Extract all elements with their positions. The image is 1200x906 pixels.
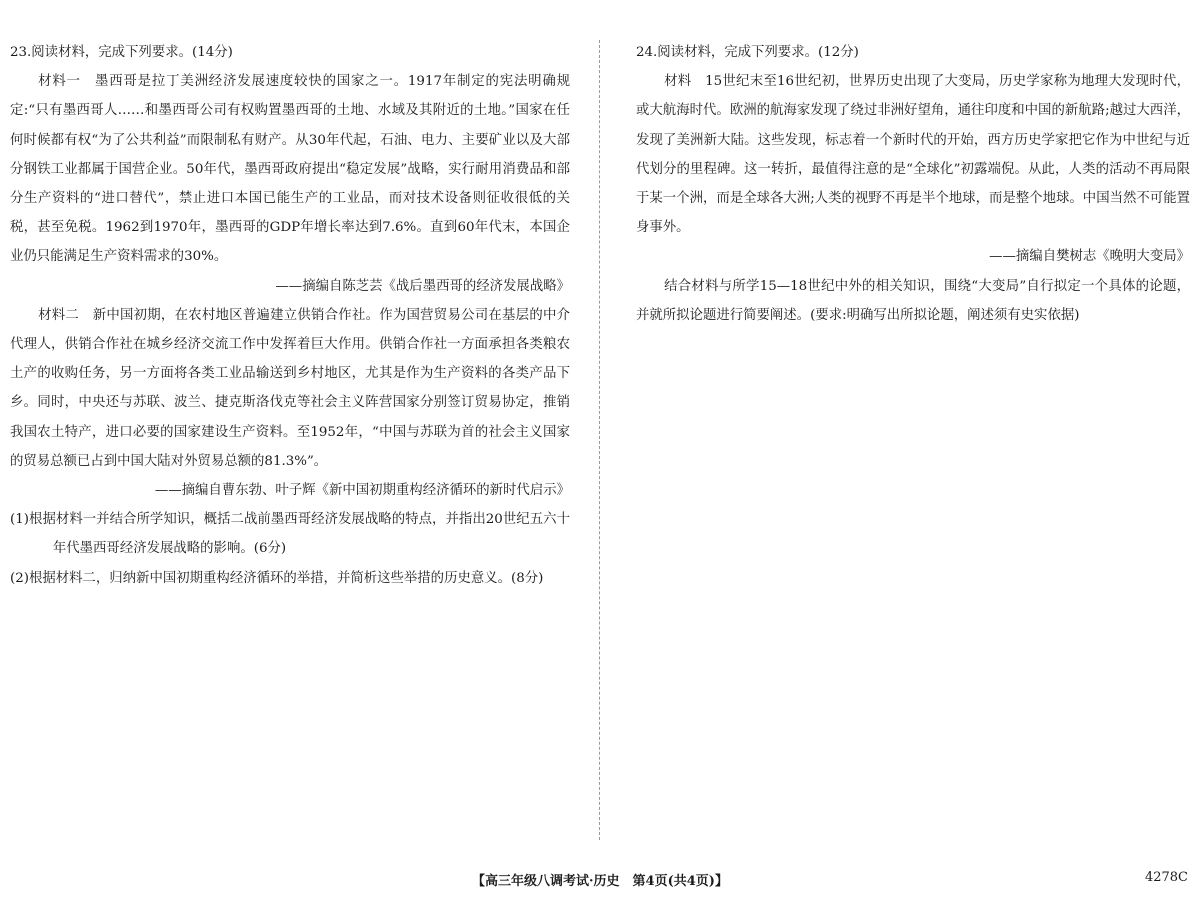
material-2-source: ——摘编自曹东勃、叶子辉《新中国初期重构经济循环的新时代启示》: [154, 483, 570, 499]
material-text: 材料 15世纪末至16世纪初，世界历史出现了大变局，历史学家称为地理大发现时代，或大航海时代。欧洲的航海家发现了绕过非洲好望角，通往印度和中国的新航路;越过大西洋，发现了美洲新大陆。这些发现，标志着一个新时代的开始，西方历史学家把它作为中世纪与近代划分的里程碑。这一转折，最值得注意的是“全球化”初露端倪。从此，人类的活动不再局限于某一个洲，而是全球各大洲;人类的视野不再是半个地球，而是整个地球。中国当然不可能置身事外。: [636, 74, 1190, 236]
column-divider: [599, 40, 600, 840]
left-column: [10, 38, 570, 593]
material-source: ——摘编自樊树志《晚明大变局》: [989, 249, 1190, 265]
right-column: [636, 38, 1190, 330]
question-23-part-2: (2)根据材料二，归纳新中国初期重构经济循环的举措，并简析这些举措的历史意义。(8分): [10, 570, 544, 586]
material-1-source: ——摘编自陈芝芸《战后墨西哥的经济发展战略》: [275, 278, 570, 294]
question-24-title: 24.阅读材料，完成下列要求。(12分): [636, 45, 859, 60]
page-footer: 【高三年级八调考试·历史 第4页(共4页)】: [472, 874, 728, 889]
material-1-text: 材料一 墨西哥是拉丁美洲经济发展速度较快的国家之一。1917年制定的宪法明确规定:“只有墨西哥人……和墨西哥公司有权购置墨西哥的土地、水域及其附近的土地。”国家在任何时候都有权“为了公共利益”而限制私有财产。从30年代起，石油、电力、主要矿业以及大部分钢铁工业都属于国营企业。50年代，墨西哥政府提出“稳定发展”战略，实行耐用消费品和部分生产资料的“进口替代”，禁止进口本国已能生产的工业品，而对技术设备则征收很低的关税，甚至免税。1962到1970年，墨西哥的GDP年增长率达到7.6%。直到60年代末，本国企业仍只能满足生产资料需求的30%。: [10, 74, 570, 265]
paper-code: 4278C: [1144, 870, 1188, 885]
material-2-text: 材料二 新中国初期，在农村地区普遍建立供销合作社。作为国营贸易公司在基层的中介代理人，供销合作社在城乡经济交流工作中发挥着巨大作用。供销合作社一方面承担各类粮农土产的收购任务，另一方面将各类工业品输送到乡村地区，尤其是作为生产资料的各类产品下乡。同时，中央还与苏联、波兰、捷克斯洛伐克等社会主义阵营国家分别签订贸易协定，推销我国农土特产，进口必要的国家建设生产资料。至1952年，“中国与苏联为首的社会主义国家的贸易总额已占到中国大陆对外贸易总额的81.3%”。: [10, 307, 570, 469]
question-23-title: 23.阅读材料，完成下列要求。(14分): [10, 45, 233, 60]
question-24-task: 结合材料与所学15—18世纪中外的相关知识，围绕“大变局”自行拟定一个具体的论题，并就所拟论题进行简要阐述。(要求:明确写出所拟论题，阐述须有史实依据): [636, 278, 1190, 323]
question-23-part-1: (1)根据材料一并结合所学知识，概括二战前墨西哥经济发展战略的特点，并指出20世纪五六十年代墨西哥经济发展战略的影响。(6分): [10, 512, 570, 557]
